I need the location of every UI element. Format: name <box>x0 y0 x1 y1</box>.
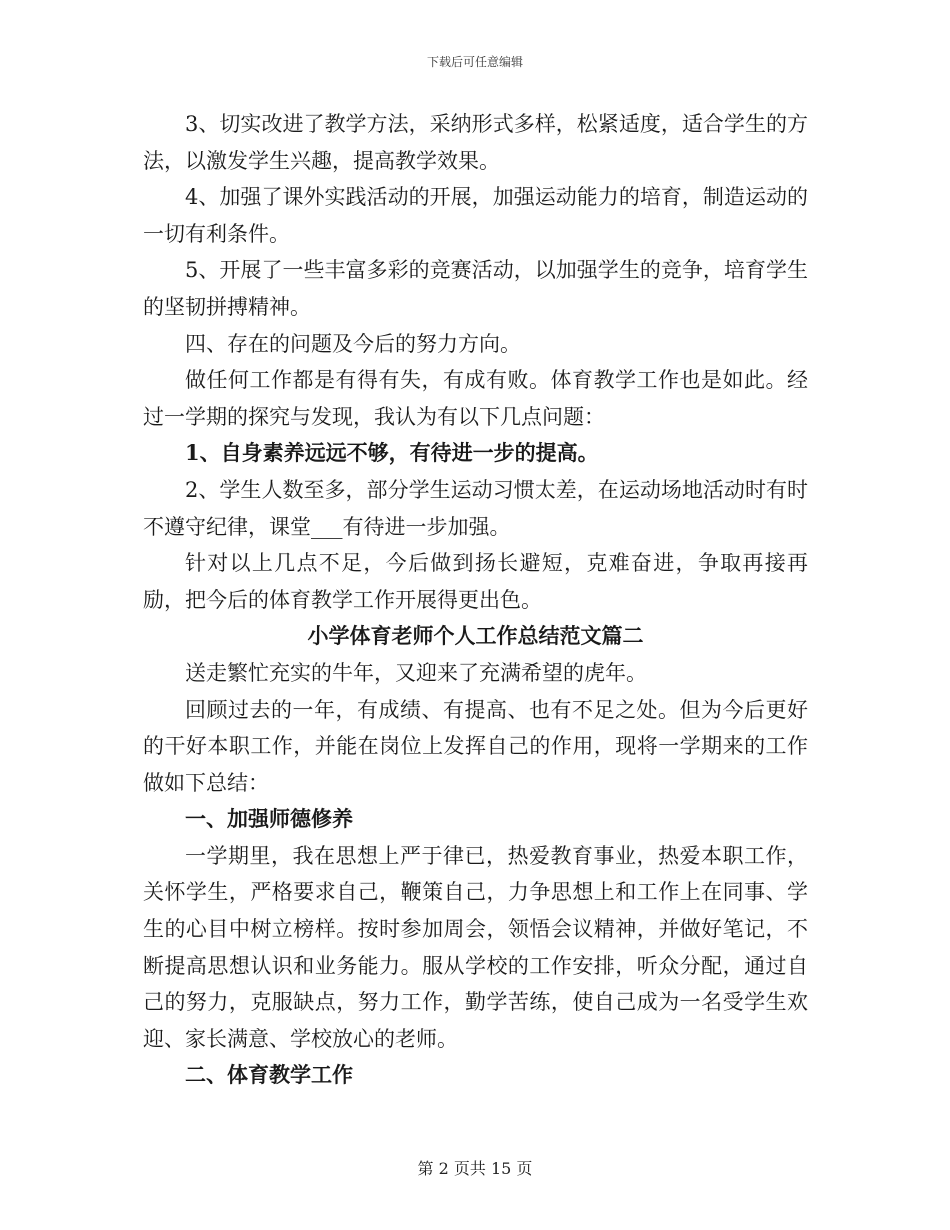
paragraph-13: 一学期里，我在思想上严于律已，热爱教育事业，热爱本职工作，关怀学生，严格要求自己，鞭策自己，力争思想上和工作上在同事、学生的心目中树立榜样。按时参加周会，领悟会议精神，并做好笔记，不断提高思想认识和业务能力。服从学校的工作安排，听众分配，通过自己的努力，克服缺点，努力工作，勤学苦练，使自己成为一名受学生欢迎、家长满意、学校放心的老师。 <box>143 843 808 1051</box>
paragraph-8: 针对以上几点不足，今后做到扬长避短，克难奋进，争取再接再励，把今后的体育教学工作开展得更出色。 <box>143 551 808 612</box>
paragraph-10: 送走繁忙充实的牛年，又迎来了充满希望的虎年。 <box>185 660 647 685</box>
document-body <box>143 106 808 1094</box>
page-number: 第 2 页共 15 页 <box>417 1159 533 1178</box>
paragraph-5: 做任何工作都是有得有失，有成有败。体育教学工作也是如此。经过一学期的探究与发现，我认为有以下几点问题： <box>143 368 808 429</box>
paragraph-2: 4、加强了课外实践活动的开展，加强运动能力的培育，制造运动的一切有利条件。 <box>143 185 808 246</box>
paragraph-11: 回顾过去的一年，有成绩、有提高、也有不足之处。但为今后更好的干好本职工作，并能在岗位上发挥自己的作用，现将一学期来的工作做如下总结： <box>143 697 808 795</box>
article-title: 小学体育老师个人工作总结范文篇二 <box>307 623 644 649</box>
paragraph-1: 3、切实改进了教学方法，采纳形式多样，松紧适度，适合学生的方法，以激发学生兴趣，提高教学效果。 <box>143 112 808 173</box>
problem-item-1: 1、自身素养远远不够，有待进一步的提高。 <box>185 440 599 466</box>
problem-item-2: 2、学生人数至多，部分学生运动习惯太差，在运动场地活动时有时不遵守纪律，课堂___有待进一步加强。 <box>143 477 808 539</box>
section-heading-2: 二、体育教学工作 <box>185 1062 353 1088</box>
section-heading-1: 一、加强师德修养 <box>185 806 353 832</box>
section-heading-4: 四、存在的问题及今后的努力方向。 <box>185 331 521 356</box>
header-note: 下载后可任意编辑 <box>426 55 523 69</box>
paragraph-3: 5、开展了一些丰富多彩的竞赛活动，以加强学生的竞争，培育学生的坚韧拼搏精神。 <box>143 258 808 319</box>
